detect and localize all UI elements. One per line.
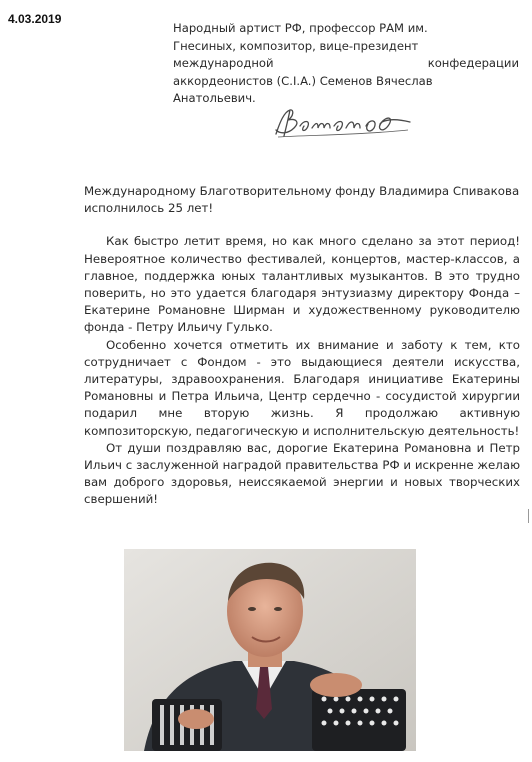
author-line: аккордеонистов (С.I.A.) Семенов Вячеслав	[173, 73, 433, 88]
author-line: Анатольевич.	[173, 91, 256, 105]
author-line: Гнесиных, композитор, вице-президент	[173, 38, 419, 53]
page-edge-mark	[528, 509, 529, 523]
body-paragraph: Особенно хочется отметить их внимание и заботу к тем, кто сотрудничает с Фондом - это выдающиеся деятели искусства, литературы, здравоохранения. Благодаря инициативе Екатерины Романовны и Петра Ильича, Центр сердечно - сосудистой хирургии подарил мне вторую жизнь. Я продолжаю активную композиторскую, педагогическую и исполнительскую деятельность!	[84, 337, 520, 438]
letter-headline: Международному Благотворительному фонду Владимира Спивакова исполнилось 25 лет!	[84, 184, 520, 216]
letter-date: 4.03.2019	[8, 12, 62, 26]
letter-body	[84, 183, 520, 509]
portrait-photo	[124, 549, 416, 751]
portrait-illustration	[124, 549, 416, 751]
body-paragraph: Как быстро летит время, но как много сделано за этот период! Невероятное количество фестивалей, концертов, мастер-классов, а главное, поддержка юных талантливых музыкантов. В это трудно поверить, но это удается благодаря энтузиазму директору Фонда – Екатерине Романовне Ширман и художественному руководителю фонда - Петру Ильичу Гулько.	[84, 234, 520, 335]
handwritten-signature	[270, 104, 420, 144]
author-credentials	[173, 20, 519, 108]
author-line: международной конфедерации	[173, 56, 519, 70]
author-line: Народный артист РФ, профессор РАМ им.	[173, 21, 428, 35]
body-paragraph: От души поздравляю вас, дорогие Екатерина Романовна и Петр Ильич с заслуженной наградой правительства РФ и искренне желаю вам доброго здоровья, неиссякаемой энергии и новых творческих свершений!	[84, 440, 520, 507]
